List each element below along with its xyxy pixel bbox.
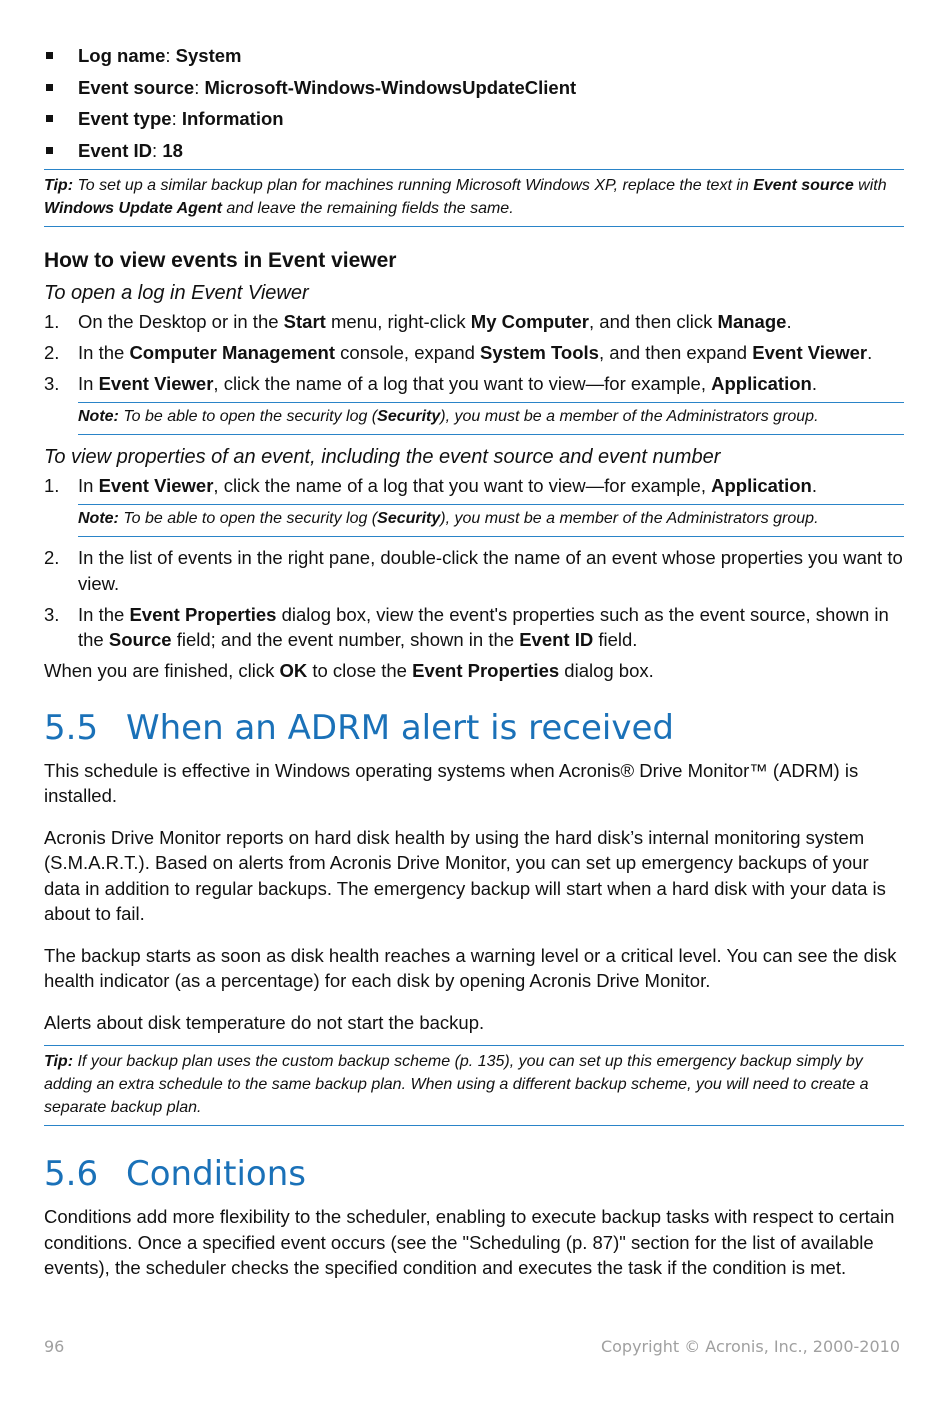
paragraph: Alerts about disk temperature do not start the backup. — [44, 1011, 485, 1033]
paragraph-text: dialog box. — [559, 660, 654, 681]
step-number: 1. — [44, 311, 60, 332]
step-bold: Event Viewer — [98, 475, 214, 496]
step-number: 1. — [44, 475, 60, 496]
list-item — [44, 371, 904, 397]
step-text: , click the name of a log that you want to view—for example, — [213, 373, 712, 394]
tip-lead: Tip: — [44, 1053, 74, 1070]
note-text: ), you must be a member of the Administrators group. — [440, 408, 819, 425]
step-number: 2. — [44, 547, 60, 568]
criteria-label: Log name — [78, 45, 166, 66]
event-criteria-list — [44, 40, 904, 166]
note-box — [78, 402, 904, 435]
step-text: . — [867, 342, 873, 363]
step-number: 2. — [44, 342, 60, 363]
criteria-value: System — [175, 45, 242, 66]
list-item — [44, 473, 904, 499]
note-bold: Security — [377, 408, 441, 425]
note-lead: Note: — [78, 510, 119, 527]
step-bold: Source — [108, 629, 172, 650]
paragraph-bold: Event Properties — [412, 660, 560, 681]
list-item: Event source: Microsoft-Windows-WindowsUpdateClient — [44, 72, 904, 104]
paragraph-text: to close the — [307, 660, 413, 681]
step-text: In the list of events in the right pane, double-click the name of an event whose properties you want to view. — [78, 547, 903, 594]
list-item — [44, 340, 904, 366]
step-text: , and then expand — [598, 342, 753, 363]
step-number: 3. — [44, 373, 60, 394]
step-text: , click the name of a log that you want to view—for example, — [213, 475, 712, 496]
step-text: On the Desktop or in the — [78, 311, 284, 332]
list-item — [44, 545, 904, 596]
view-properties-steps-cont — [44, 545, 904, 653]
step-bold: Event Viewer — [98, 373, 214, 394]
step-bold: Application — [711, 475, 812, 496]
step-text: In — [78, 475, 99, 496]
criteria-value: Microsoft-Windows-WindowsUpdateClient — [204, 76, 577, 98]
tip-text: with — [853, 177, 887, 194]
paragraph: The backup starts as soon as disk health reaches a warning level or a critical level. You can see the disk health indicator (as a percentage) for each disk by opening Acronis Drive Monitor. — [44, 944, 897, 991]
step-text: . — [811, 475, 817, 496]
tip-box — [44, 1045, 904, 1126]
tip-text: If your backup plan uses the custom backup scheme (p. 135), you can set up this emergency backup simply by adding an extra schedule to the same backup plan. When using a different backup scheme, you will need to create a separate backup plan. — [44, 1053, 869, 1116]
step-bold: Manage — [717, 311, 787, 332]
section-title — [44, 1152, 904, 1196]
section-number: 5.5 — [44, 707, 99, 748]
step-bold: Start — [283, 311, 326, 332]
step-text: , and then click — [589, 311, 718, 332]
tip-text: To set up a similar backup plan for machines running Microsoft Windows XP, replace the text in — [73, 177, 754, 194]
step-text: dialog box, view the event's properties such as the event source, shown in the — [78, 603, 889, 650]
paragraph-bold: OK — [279, 660, 308, 681]
note-text: To be able to open the security log ( — [118, 510, 378, 527]
step-text: . — [811, 373, 817, 394]
criteria-label: Event source — [78, 76, 195, 98]
step-bold: Application — [711, 373, 812, 394]
view-properties-steps — [44, 473, 904, 499]
subheading: To view properties of an event, including the event source and event number — [44, 446, 721, 468]
step-text: field. — [593, 629, 638, 650]
step-text: In the — [78, 603, 130, 625]
list-item — [44, 309, 904, 335]
list-item: Event type: Information — [44, 103, 904, 135]
section-title-text: When an ADRM alert is received — [126, 707, 674, 748]
note-bold: Security — [377, 510, 441, 527]
step-text: console, expand — [335, 342, 481, 363]
step-text: field; and the event number, shown in the — [171, 629, 520, 650]
subheading: To open a log in Event Viewer — [44, 282, 309, 304]
list-item: Log name: System — [44, 40, 904, 72]
step-bold: Computer Management — [129, 342, 336, 363]
criteria-value: 18 — [162, 139, 183, 161]
open-log-steps — [44, 309, 904, 397]
paragraph-text: When you are finished, click — [44, 660, 280, 681]
tip-text: and leave the remaining fields the same. — [221, 200, 514, 217]
list-item: Event ID: 18 — [44, 135, 904, 167]
note-box — [78, 504, 904, 537]
tip-bold: Windows Update Agent — [44, 200, 222, 217]
copyright-notice: Copyright © Acronis, Inc., 2000-2010 — [600, 1337, 900, 1356]
paragraph: Acronis Drive Monitor reports on hard disk health by using the hard disk’s internal monitoring system (S.M.A.R.T.). Based on alerts from Acronis Drive Monitor, you can set up emergency backups of your data in addition to regular backups. The emergency backup will start when a hard disk with your data is about to fail. — [44, 826, 886, 924]
section-title — [44, 706, 904, 750]
square-bullet-icon — [46, 115, 53, 122]
step-number: 3. — [44, 603, 60, 625]
step-text: . — [786, 311, 792, 332]
section-title-text: Conditions — [126, 1154, 306, 1194]
paragraph — [44, 658, 904, 684]
criteria-value: Information — [181, 108, 284, 129]
step-bold: Event Properties — [129, 603, 277, 625]
criteria-label: Event ID — [78, 139, 153, 161]
list-item — [44, 602, 904, 653]
paragraph: Conditions add more flexibility to the scheduler, enabling to execute backup tasks with respect to certain conditions. Once a specified event occurs (see the "Scheduling (p. 87)" section for the list of available events), the scheduler checks the specified condition and executes the task if the condition is met. — [44, 1206, 895, 1278]
note-lead: Note: — [78, 408, 119, 425]
note-text: To be able to open the security log ( — [118, 408, 378, 425]
page-number: 96 — [44, 1337, 65, 1356]
square-bullet-icon — [46, 147, 53, 154]
step-bold: Event ID — [519, 629, 594, 650]
step-bold: System Tools — [480, 342, 599, 363]
tip-lead: Tip: — [44, 177, 74, 194]
note-text: ), you must be a member of the Administrators group. — [440, 510, 819, 527]
section-number: 5.6 — [44, 1154, 99, 1194]
step-text: In the — [78, 342, 130, 363]
tip-box — [44, 169, 904, 227]
step-bold: My Computer — [470, 311, 589, 332]
square-bullet-icon — [46, 52, 53, 59]
document-page — [44, 40, 904, 1297]
square-bullet-icon — [46, 84, 53, 91]
criteria-label: Event type — [78, 108, 172, 129]
step-bold: Event Viewer — [752, 342, 868, 363]
tip-bold: Event source — [753, 177, 854, 194]
step-text: menu, right-click — [325, 311, 471, 332]
paragraph: This schedule is effective in Windows operating systems when Acronis® Drive Monitor™ (ADRM) is installed. — [44, 759, 859, 806]
section-heading: How to view events in Event viewer — [44, 249, 397, 272]
step-text: In — [78, 373, 99, 394]
